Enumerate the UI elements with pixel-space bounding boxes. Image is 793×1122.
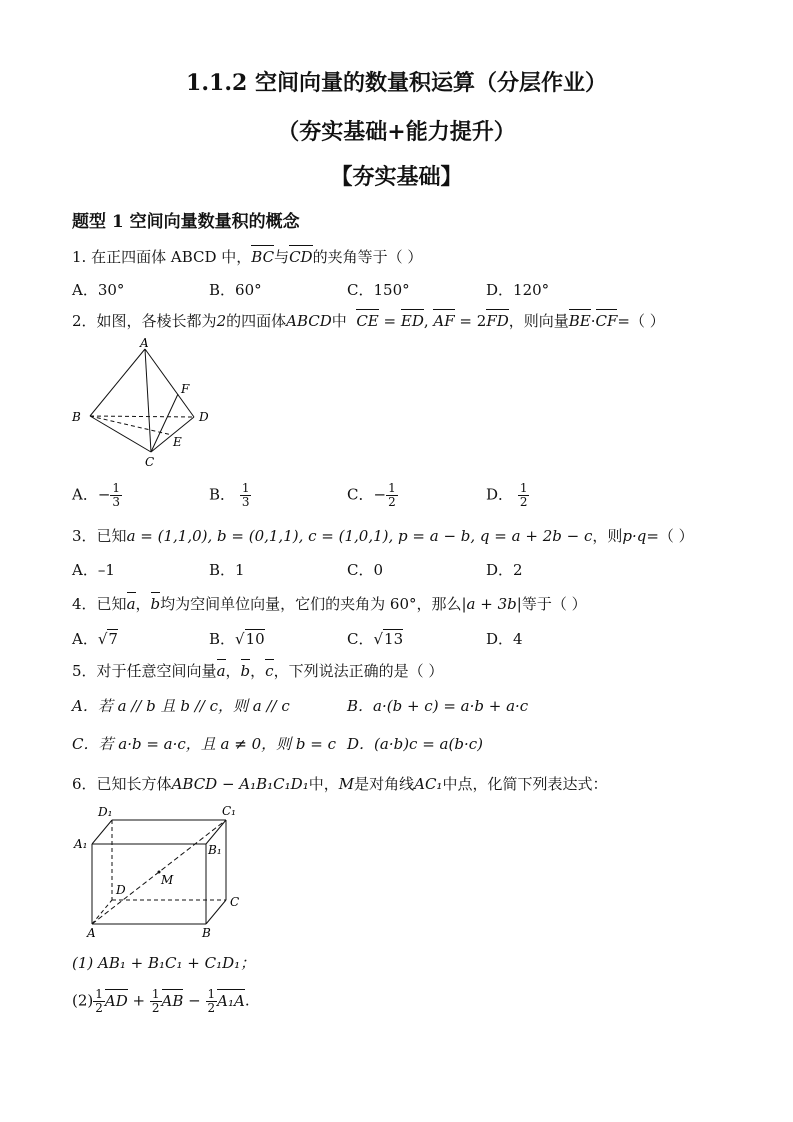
label-b: B bbox=[72, 410, 81, 424]
edge-bd bbox=[90, 416, 194, 417]
q5-option-a: A．若 a // b 且 b // c，则 a // c bbox=[72, 697, 290, 715]
q2-option-c: C．− $\frac{1}{2}$ bbox=[347, 481, 396, 509]
edge-bc bbox=[90, 416, 151, 452]
label-a: A bbox=[87, 926, 96, 940]
q3-option-c: C．0 bbox=[347, 561, 384, 579]
vector-bc: BC bbox=[251, 248, 275, 266]
q1-option-d: D．120° bbox=[486, 281, 550, 299]
label-d: D bbox=[116, 883, 126, 897]
label-d1: D₁ bbox=[98, 805, 113, 819]
edge-bc bbox=[206, 900, 226, 924]
label-c1: C₁ bbox=[222, 804, 236, 818]
q1-option-a: A．30° bbox=[72, 281, 125, 299]
q4-option-d: D．4 bbox=[486, 630, 523, 648]
label-d: D bbox=[199, 410, 209, 424]
edge-ac bbox=[145, 349, 151, 452]
question-2: 2．如图，各棱长都为2的四面体ABCD中 CE = ED, AF = 2FD，则向量BE·CF=（ ） bbox=[72, 312, 665, 330]
label-e: E bbox=[173, 435, 182, 449]
edge-ab bbox=[90, 349, 145, 416]
q3-option-b: B．1 bbox=[209, 561, 245, 579]
question-6: 6．已知长方体ABCD − A₁B₁C₁D₁中，M是对角线AC₁中点，化简下列表达式： bbox=[72, 775, 608, 793]
q4-option-c: C．√13 bbox=[347, 630, 404, 648]
question-4: 4．已知a，b均为空间单位向量，它们的夹角为 60°，那么|a + 3b|等于（ ） bbox=[72, 595, 587, 613]
label-b: B bbox=[202, 926, 211, 940]
q2-option-a: A．− $\frac{1}{3}$ bbox=[72, 481, 121, 509]
q4-option-b: B．√10 bbox=[209, 630, 265, 648]
question-1: 1. 在正四面体 ABCD 中，BC与CD的夹角等于（ ） bbox=[72, 248, 423, 266]
q6-part-1: (1) AB₁ + B₁C₁ + C₁D₁； bbox=[72, 954, 256, 972]
label-c: C bbox=[145, 455, 155, 469]
topic-heading: 题型 1 空间向量数量积的概念 bbox=[72, 212, 300, 232]
vector-cd: CD bbox=[289, 248, 313, 266]
edge-ad bbox=[92, 900, 112, 924]
cuboid-figure bbox=[70, 800, 245, 940]
page-title: 1.1.2 空间向量的数量积运算（分层作业） bbox=[186, 70, 607, 96]
q1-option-b: B．60° bbox=[209, 281, 262, 299]
q2-option-d: D． $\frac{1}{2}$ bbox=[486, 481, 528, 509]
q3-option-a: A．–1 bbox=[72, 561, 115, 579]
label-b1: B₁ bbox=[208, 843, 222, 857]
label-a: A bbox=[140, 336, 149, 350]
q6-part-2: (2) $\frac{1}{2}$ AD + $\frac{1}{2}$ AB − $\frac{1}{2}$ A₁A. bbox=[72, 987, 250, 1015]
label-c: C bbox=[230, 895, 240, 909]
question-3: 3．已知a = (1,1,0), b = (0,1,1), c = (1,0,1), p = a − b, q = a + 2b − c，则p·q=（ ） bbox=[72, 527, 694, 545]
edge-b1c1 bbox=[206, 820, 226, 844]
label-f: F bbox=[181, 382, 190, 396]
q2-option-b: B． $\frac{1}{3}$ bbox=[209, 481, 250, 509]
q1-option-c: C．150° bbox=[347, 281, 410, 299]
q5-option-d: D．(a·b)c = a(b·c) bbox=[347, 735, 483, 753]
question-5: 5．对于任意空间向量a，b，c，下列说法正确的是（ ） bbox=[72, 662, 444, 680]
q5-option-b: B．a·(b + c) = a·b + a·c bbox=[347, 697, 529, 715]
tetrahedron-figure bbox=[65, 335, 225, 470]
q3-option-d: D．2 bbox=[486, 561, 523, 579]
q4-option-a: A．√7 bbox=[72, 630, 118, 648]
label-a1: A₁ bbox=[74, 837, 88, 851]
page-subtitle: （夯实基础+能力提升） bbox=[277, 119, 516, 145]
label-m: M bbox=[161, 873, 174, 887]
q5-option-c: C．若 a·b = a·c，且 a ≠ 0，则 b = c bbox=[72, 735, 337, 753]
section-heading: 【夯实基础】 bbox=[330, 164, 463, 190]
edge-a1d1 bbox=[92, 820, 112, 844]
